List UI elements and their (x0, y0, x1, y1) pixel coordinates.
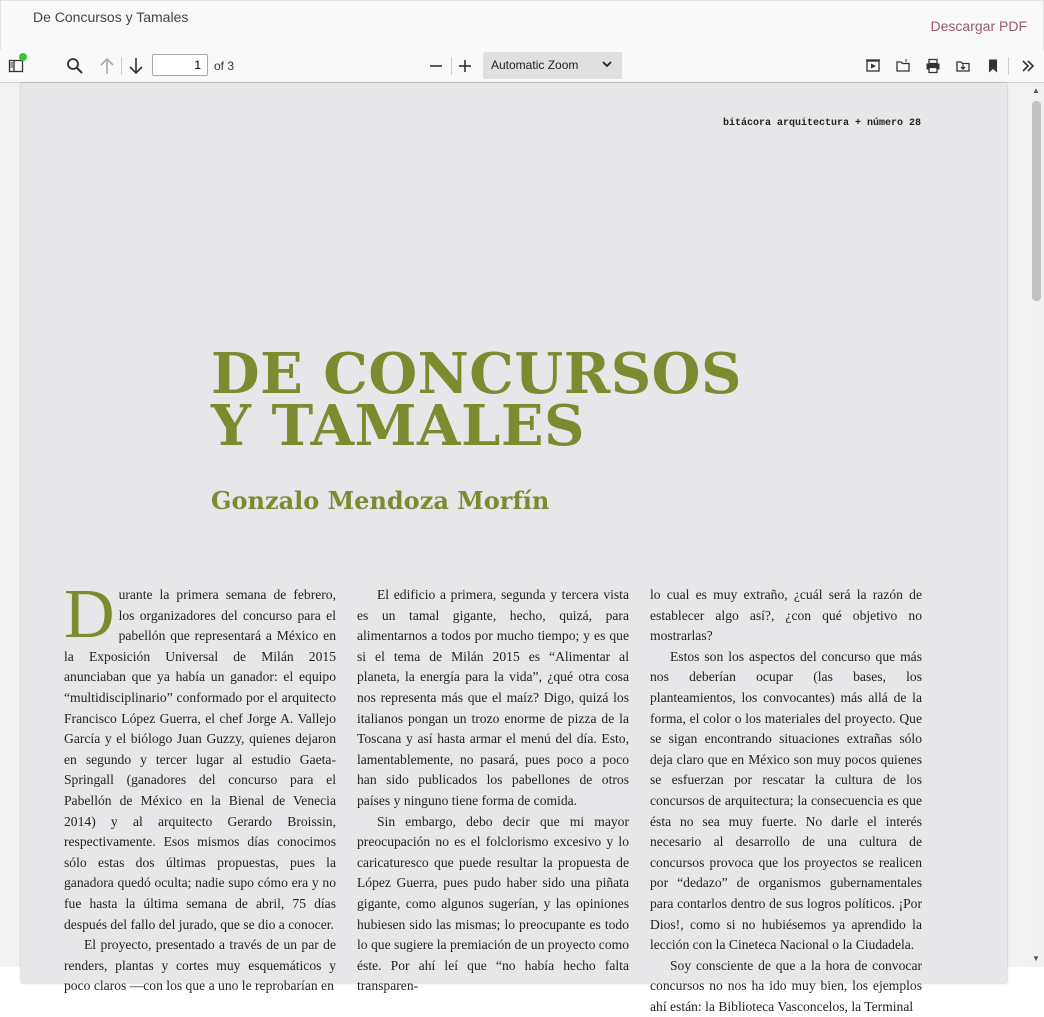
article-title (211, 341, 742, 459)
zoom-in-icon[interactable] (453, 54, 477, 78)
running-head: bitácora arquitectura + número 28 (722, 118, 921, 129)
scrollbar-thumb[interactable] (1032, 101, 1041, 301)
toolbar-divider (451, 57, 452, 75)
paragraph: Soy consciente de que a la hora de convocar concursos no nos ha ido muy bien, los ejemplos ahí están: la Biblioteca Vasconcelos, la Terminal (650, 957, 922, 1014)
toolbar-divider (121, 57, 122, 75)
page-count-label: of 3 (214, 59, 235, 73)
chevron-down-icon (602, 58, 612, 72)
bookmark-icon[interactable] (981, 54, 1005, 78)
tools-menu-icon[interactable] (1016, 54, 1040, 78)
zoom-select[interactable] (483, 52, 622, 79)
paragraph: El edificio a primera, segunda y tercera vista es un tamal gigante, hecho, quizá, para alimentarnos a todos por mucho tiempo; y es que si el tema de Milán 2015 es “Alimentar al planeta, la energía para la vida”, ¿qué otra cosa nos representa más que el maíz? Digo, quizá los italianos pongan un trozo enorme de pizza de la Toscana y así hasta armar el menú del día. Esto, lamentablemente, no pasará, pues poco a poco han sido publicados los pabellones de otros países y ninguno tiene forma de comida. (357, 587, 629, 808)
text-column-2 (357, 585, 629, 997)
article-author: Gonzalo Mendoza Morfín (211, 486, 550, 515)
article-title-line-2: Y TAMALES (211, 393, 585, 459)
document-title: De Concursos y Tamales (33, 9, 189, 25)
scroll-up-arrow-icon[interactable]: ▲ (1032, 86, 1040, 95)
paragraph: El proyecto, presentado a través de un par de renders, plantas y cortes muy esquemáticos y poco claros —con los que a uno le reprobarían en (64, 937, 336, 994)
print-icon[interactable] (921, 54, 945, 78)
next-page-icon[interactable] (124, 54, 148, 78)
vertical-scrollbar[interactable] (1028, 83, 1044, 967)
download-icon[interactable] (951, 54, 975, 78)
page-number-input[interactable] (152, 54, 208, 76)
paragraph: lo cual es muy extraño, ¿cuál será la razón de establecer algo así?, ¿con qué objetivo no mostrarlas? (650, 587, 922, 644)
paragraph: Estos son los aspectos del concurso que más nos deberían ocupar (las bases, los planteamientos, los convocantes) más allá de la forma, el color o los materiales del proyecto. Que se sigan encontrando situaciones extrañas sólo deja claro que en México son muy pocos quienes se esfuerzan por rescatar la cultura de los concursos de arquitectura; la consecuencia es que ésta no sea muy fuerte. No darle el interés necesario al desarrollo de una cultura de concursos provoca que los proyectos se realicen por “dedazo” de organismos gubernamentales para contarlos dentro de sus logros políticos. ¡Por Dios!, como si no hubiésemos ya aprendido la lección con la Cineteca Nacional o la Ciudadela. (650, 648, 922, 953)
zoom-select-value: Automatic Zoom (491, 58, 579, 72)
scroll-down-arrow-icon[interactable]: ▼ (1032, 954, 1040, 963)
notification-dot (19, 53, 27, 61)
text-column-1 (64, 576, 336, 997)
download-pdf-link[interactable]: Descargar PDF (930, 18, 1027, 34)
zoom-out-icon[interactable] (424, 54, 448, 78)
presentation-mode-icon[interactable] (861, 54, 885, 78)
open-file-icon[interactable] (891, 54, 915, 78)
paragraph-text: urante la primera semana de febrero, los organizadores del concurso para el pabellón que representará a México en la Exposición Universal de Milán 2015 anunciaban que ya había un ganador: el equipo “multidisciplinario” conformado por el arquitecto Francisco López Guerra, el chef Jorge A. Vallejo García y el biólogo Juan Guzzy, quienes dejaron en segundo y tercer lugar al estudio Gaeta-Springall (ganadores del concurso para el Pabellón de México en la Bienal de Venecia 2014) y al arquitecto Gerardo Broissin, respectivamente. Esos mismos días conocimos sólo estas dos últimas propuestas, pues la ganadora quedó oculta; nadie supo cómo era y no fue hasta la última semana de abril, 75 días después del fallo del jurado, que se dio a conocer. (64, 587, 336, 932)
drop-cap: D (64, 576, 115, 653)
previous-page-icon[interactable] (95, 54, 119, 78)
toolbar-divider (1008, 57, 1009, 75)
paragraph (64, 576, 336, 935)
article-title-line-1: DE CONCURSOS (211, 341, 742, 407)
document-viewer[interactable] (0, 83, 1044, 1014)
search-icon[interactable] (63, 54, 87, 78)
paragraph: Sin embargo, debo decir que mi mayor preocupación no es el folclorismo excesivo y lo caricaturesco que puede resultar la propuesta de López Guerra, pues pudo haber sido una piñata gigante, como algunos sugerían, y las opiniones hubiesen sido las mismas; lo preocupante es todo lo que sugiere la premiación de un proyecto como éste. Por ahí leí que “no había hecho falta transparen- (357, 813, 629, 994)
text-column-3 (650, 585, 922, 1017)
app-header (0, 0, 1044, 51)
pdf-page (21, 83, 1007, 1014)
